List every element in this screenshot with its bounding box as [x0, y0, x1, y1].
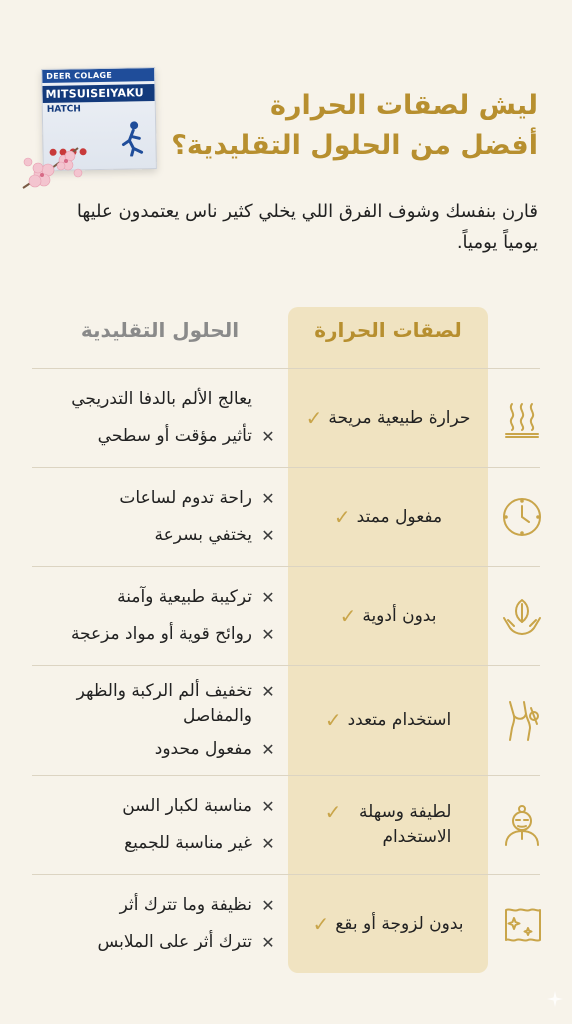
traditional-item: ✕ غير مناسبة للجميع: [32, 831, 276, 856]
x-mark-icon: ✕: [261, 588, 275, 607]
traditional-item: ✕ يختفي بسرعة: [32, 523, 276, 548]
traditional-item: ✕ روائح قوية أو مواد مزعجة: [32, 622, 276, 647]
x-mark-icon: ✕: [261, 896, 275, 915]
traditional-item: ✕ تأثير مؤقت أو سطحي: [32, 424, 276, 449]
patch-cell: [288, 567, 488, 665]
product-sub-label: HATCH: [46, 104, 81, 115]
check-icon: ✓: [324, 708, 342, 732]
comparison-row: [32, 666, 540, 775]
cherry-blossom-icon: [18, 128, 98, 198]
traditional-cell: [32, 567, 276, 665]
traditional-item: يعالج الألم بالدفا التدريجي: [71, 389, 252, 409]
check-icon: ✓: [333, 504, 351, 529]
sparkle-watermark-icon: [546, 990, 564, 1008]
runner-figure-icon: [119, 120, 146, 156]
traditional-column-header: الحلول التقليدية: [80, 318, 240, 342]
x-mark-icon: ✕: [261, 797, 275, 816]
x-mark-icon: ✕: [261, 933, 275, 952]
comparison-row: [32, 875, 540, 973]
traditional-item: ✕ مناسبة لكبار السن: [32, 794, 276, 819]
traditional-item: ✕ تترك أثر على الملابس: [32, 930, 276, 955]
x-mark-icon: ✕: [261, 740, 275, 759]
traditional-item: ✕ نظيفة وما تترك أثر: [32, 893, 276, 918]
patch-item: حرارة طبيعية مريحة ✓: [305, 405, 471, 430]
patch-cell: [288, 875, 488, 973]
title-line-1: ليش لصقات الحرارة: [270, 90, 538, 121]
patches-column-header: لصقات الحرارة: [314, 318, 462, 342]
leaf-hands-icon: [500, 594, 544, 638]
patch-item: بدون أدوية ✓: [339, 603, 437, 628]
patch-item: لطيفة وسهلة الاستخدام ✓: [324, 800, 452, 847]
clock-icon: [500, 495, 544, 539]
patch-cell: [288, 468, 488, 566]
comparison-row: [32, 369, 540, 467]
traditional-item: ✕ تخفيف ألم الركبة والظهر والمفاصل: [76, 681, 275, 726]
traditional-cell: [32, 468, 276, 566]
x-mark-icon: ✕: [261, 834, 275, 853]
traditional-item: ✕ مفعول محدود: [32, 737, 276, 762]
x-mark-icon: ✕: [261, 625, 275, 644]
product-top-label: DEER COLAGE: [42, 68, 154, 83]
patch-item: بدون لزوجة أو بقع ✓: [312, 911, 464, 936]
traditional-cell: [32, 776, 276, 874]
traditional-cell: [32, 666, 276, 775]
check-icon: ✓: [339, 603, 357, 628]
subtitle-text: قارن بنفسك وشوف الفرق اللي يخلي كثير ناس يعتمدون عليها يومياً يومياً.: [76, 201, 538, 253]
title-line-2: أفضل من الحلول التقليدية؟: [171, 130, 538, 161]
x-mark-icon: ✕: [261, 427, 275, 446]
x-mark-icon: ✕: [261, 682, 275, 701]
traditional-item: ✕ تركيبة طبيعية وآمنة: [32, 585, 276, 610]
patch-item: مفعول ممتد ✓: [333, 504, 443, 529]
patch-cell: [288, 776, 488, 874]
heat-waves-icon: [500, 396, 544, 440]
page-title: [158, 86, 538, 166]
check-icon: ✓: [305, 405, 323, 430]
x-mark-icon: ✕: [261, 489, 275, 508]
traditional-cell: [32, 369, 276, 467]
sparkle-cloth-icon: [500, 902, 544, 946]
patch-cell: [288, 369, 488, 467]
traditional-cell: [32, 875, 276, 973]
knee-joint-icon: [500, 698, 544, 742]
x-mark-icon: ✕: [261, 526, 275, 545]
check-icon: ✓: [312, 911, 330, 936]
comparison-row: [32, 567, 540, 665]
check-icon: ✓: [324, 800, 342, 824]
product-brand-label: MITSUISEIYAKU: [42, 84, 154, 103]
elderly-person-icon: [500, 803, 544, 847]
patch-item: استخدام متعدد ✓: [324, 708, 452, 732]
traditional-item: ✕ راحة تدوم لساعات: [32, 486, 276, 511]
comparison-row: [32, 468, 540, 566]
patch-cell: [288, 666, 488, 775]
comparison-row: [32, 776, 540, 874]
